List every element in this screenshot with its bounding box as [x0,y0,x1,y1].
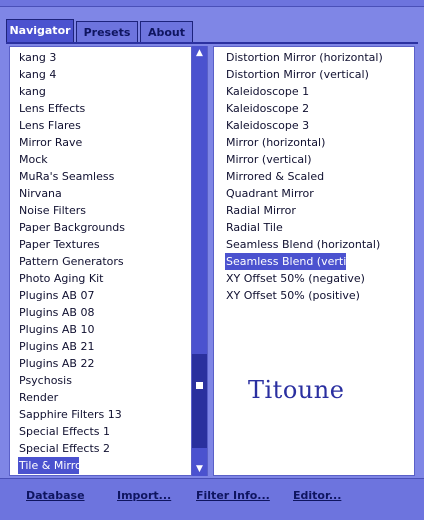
category-item[interactable]: Noise Filters [19,204,86,217]
filter-item[interactable]: Seamless Blend (horizontal) [226,238,381,251]
category-item[interactable]: Special Effects 1 [19,425,111,438]
filter-item[interactable]: Quadrant Mirror [226,187,314,200]
filter-info-button[interactable]: Filter Info... [196,489,270,502]
tab-about[interactable]: About [140,21,193,42]
filter-item[interactable]: XY Offset 50% (negative) [226,272,365,285]
filter-list [225,49,410,304]
editor-button[interactable]: Editor... [293,489,342,502]
category-item[interactable]: Sapphire Filters 13 [19,408,122,421]
category-item[interactable]: Nirvana [19,187,62,200]
category-item[interactable]: kang [19,85,46,98]
category-list-panel [9,46,208,476]
filter-item[interactable]: Seamless Blend (vertical) [226,255,367,268]
filter-item[interactable]: Kaleidoscope 2 [226,102,310,115]
category-item[interactable]: Mirror Rave [19,136,83,149]
category-item[interactable]: Mock [19,153,48,166]
category-item[interactable]: Pattern Generators [19,255,124,268]
category-item[interactable]: Plugins AB 07 [19,289,95,302]
tab-navigator[interactable]: Navigator [6,19,74,42]
filter-item[interactable]: Kaleidoscope 1 [226,85,310,98]
category-item[interactable]: Tile & Mirror [19,459,87,472]
category-item[interactable]: Plugins AB 08 [19,306,95,319]
scroll-down-button[interactable]: ▼ [192,462,207,476]
filter-item[interactable]: Mirror (horizontal) [226,136,326,149]
category-scrollbar[interactable] [191,46,207,476]
scrollbar-thumb[interactable] [192,354,207,448]
bottom-toolbar [0,478,424,520]
category-item[interactable]: Photo Aging Kit [19,272,104,285]
watermark-signature: Titoune [248,376,345,404]
database-button[interactable]: Database [26,489,85,502]
filter-item[interactable]: Kaleidoscope 3 [226,119,310,132]
category-item[interactable]: Render [19,391,59,404]
category-item[interactable]: Lens Flares [19,119,81,132]
filter-list-panel [213,46,415,476]
filter-item[interactable]: Distortion Mirror (horizontal) [226,51,383,64]
filter-item[interactable]: Mirror (vertical) [226,153,312,166]
category-item[interactable]: Plugins AB 10 [19,323,95,336]
scroll-up-button[interactable]: ▲ [192,46,207,60]
category-item[interactable]: Lens Effects [19,102,86,115]
tab-underline [6,42,418,44]
filter-item[interactable]: Radial Tile [226,221,283,234]
scrollbar-grip-icon [196,382,203,389]
category-item[interactable]: Psychosis [19,374,72,387]
category-item[interactable]: Paper Backgrounds [19,221,126,234]
category-item[interactable]: Special Effects 2 [19,442,111,455]
filter-item[interactable]: Radial Mirror [226,204,296,217]
category-item[interactable]: Plugins AB 22 [19,357,95,370]
category-item[interactable]: kang 3 [19,51,57,64]
category-item[interactable]: kang 4 [19,68,57,81]
category-item[interactable]: MuRa's Seamless [19,170,115,183]
category-item[interactable]: Plugins AB 21 [19,340,95,353]
category-item[interactable]: Paper Textures [19,238,100,251]
import-button[interactable]: Import... [117,489,172,502]
filter-item[interactable]: Distortion Mirror (vertical) [226,68,369,81]
category-list [18,49,193,474]
tab-presets[interactable]: Presets [76,21,138,42]
filter-item[interactable]: Mirrored & Scaled [226,170,325,183]
window-top-border [0,0,424,7]
filter-item[interactable]: XY Offset 50% (positive) [226,289,360,302]
